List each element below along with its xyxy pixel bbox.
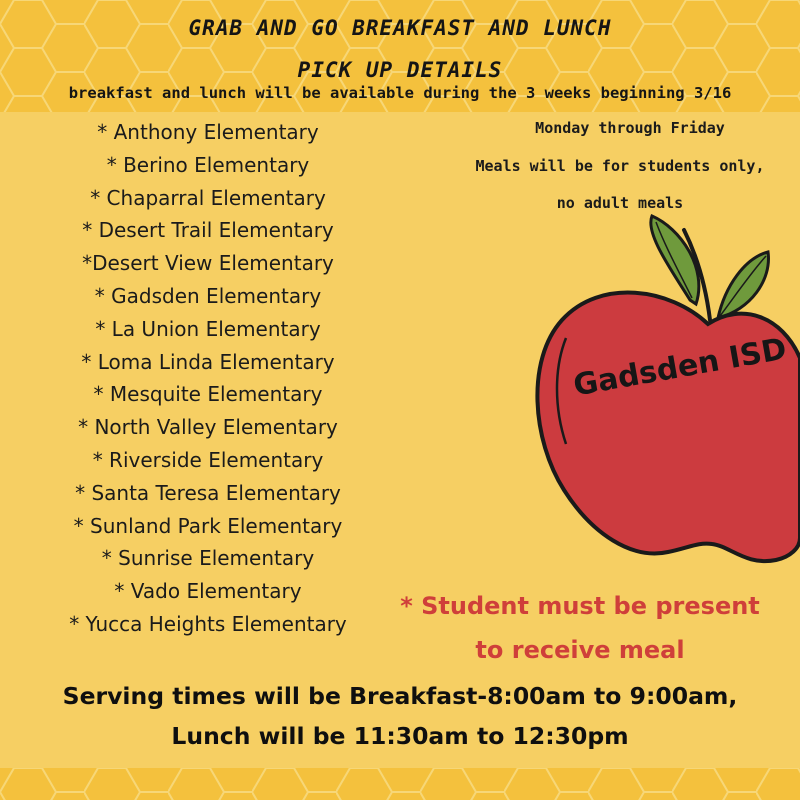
honeycomb-footer-band — [0, 768, 800, 800]
school-list-item: * Riverside Elementary — [92, 447, 324, 472]
school-list-item: * Loma Linda Elementary — [81, 349, 335, 374]
student-present-notice-line2: to receive meal — [475, 636, 685, 664]
school-list-item: * North Valley Elementary — [78, 415, 338, 440]
school-list-item: * Vado Elementary — [114, 579, 302, 604]
school-list-item: * Gadsden Elementary — [94, 283, 322, 308]
student-present-notice: * Student must be present — [400, 592, 760, 620]
page-title-secondary: PICK UP DETAILS — [297, 58, 503, 82]
no-adult-meals-info: no adult meals — [556, 194, 684, 212]
school-list-item: * Desert Trail Elementary — [82, 218, 334, 243]
school-list-item: *Desert View Elementary — [82, 251, 334, 276]
school-list — [40, 116, 376, 641]
school-list-item: * Sunland Park Elementary — [73, 513, 343, 538]
students-only-info: Meals will be for students only, — [475, 157, 765, 175]
honeycomb-pattern-icon — [0, 768, 800, 800]
school-list-item: * La Union Elementary — [95, 316, 321, 341]
school-list-item: * Yucca Heights Elementary — [69, 611, 347, 636]
school-list-item: * Anthony Elementary — [97, 120, 319, 144]
district-name-label: Gadsden ISD — [570, 331, 790, 404]
page-title: GRAB AND GO BREAKFAST AND LUNCH — [188, 16, 612, 40]
days-info: Monday through Friday — [535, 119, 725, 137]
school-list-item: * Berino Elementary — [106, 152, 310, 177]
school-list-item: * Chaparral Elementary — [90, 185, 326, 210]
breakfast-serving-time: Serving times will be Breakfast-8:00am to 9:00am, — [62, 682, 738, 710]
school-list-item: * Mesquite Elementary — [93, 382, 323, 407]
school-list-item: * Sunrise Elementary — [101, 546, 315, 571]
school-list-item: * Santa Teresa Elementary — [75, 480, 341, 505]
lunch-serving-time: Lunch will be 11:30am to 12:30pm — [171, 722, 629, 750]
availability-subtitle: breakfast and lunch will be available during the 3 weeks beginning 3/16 — [68, 84, 732, 102]
